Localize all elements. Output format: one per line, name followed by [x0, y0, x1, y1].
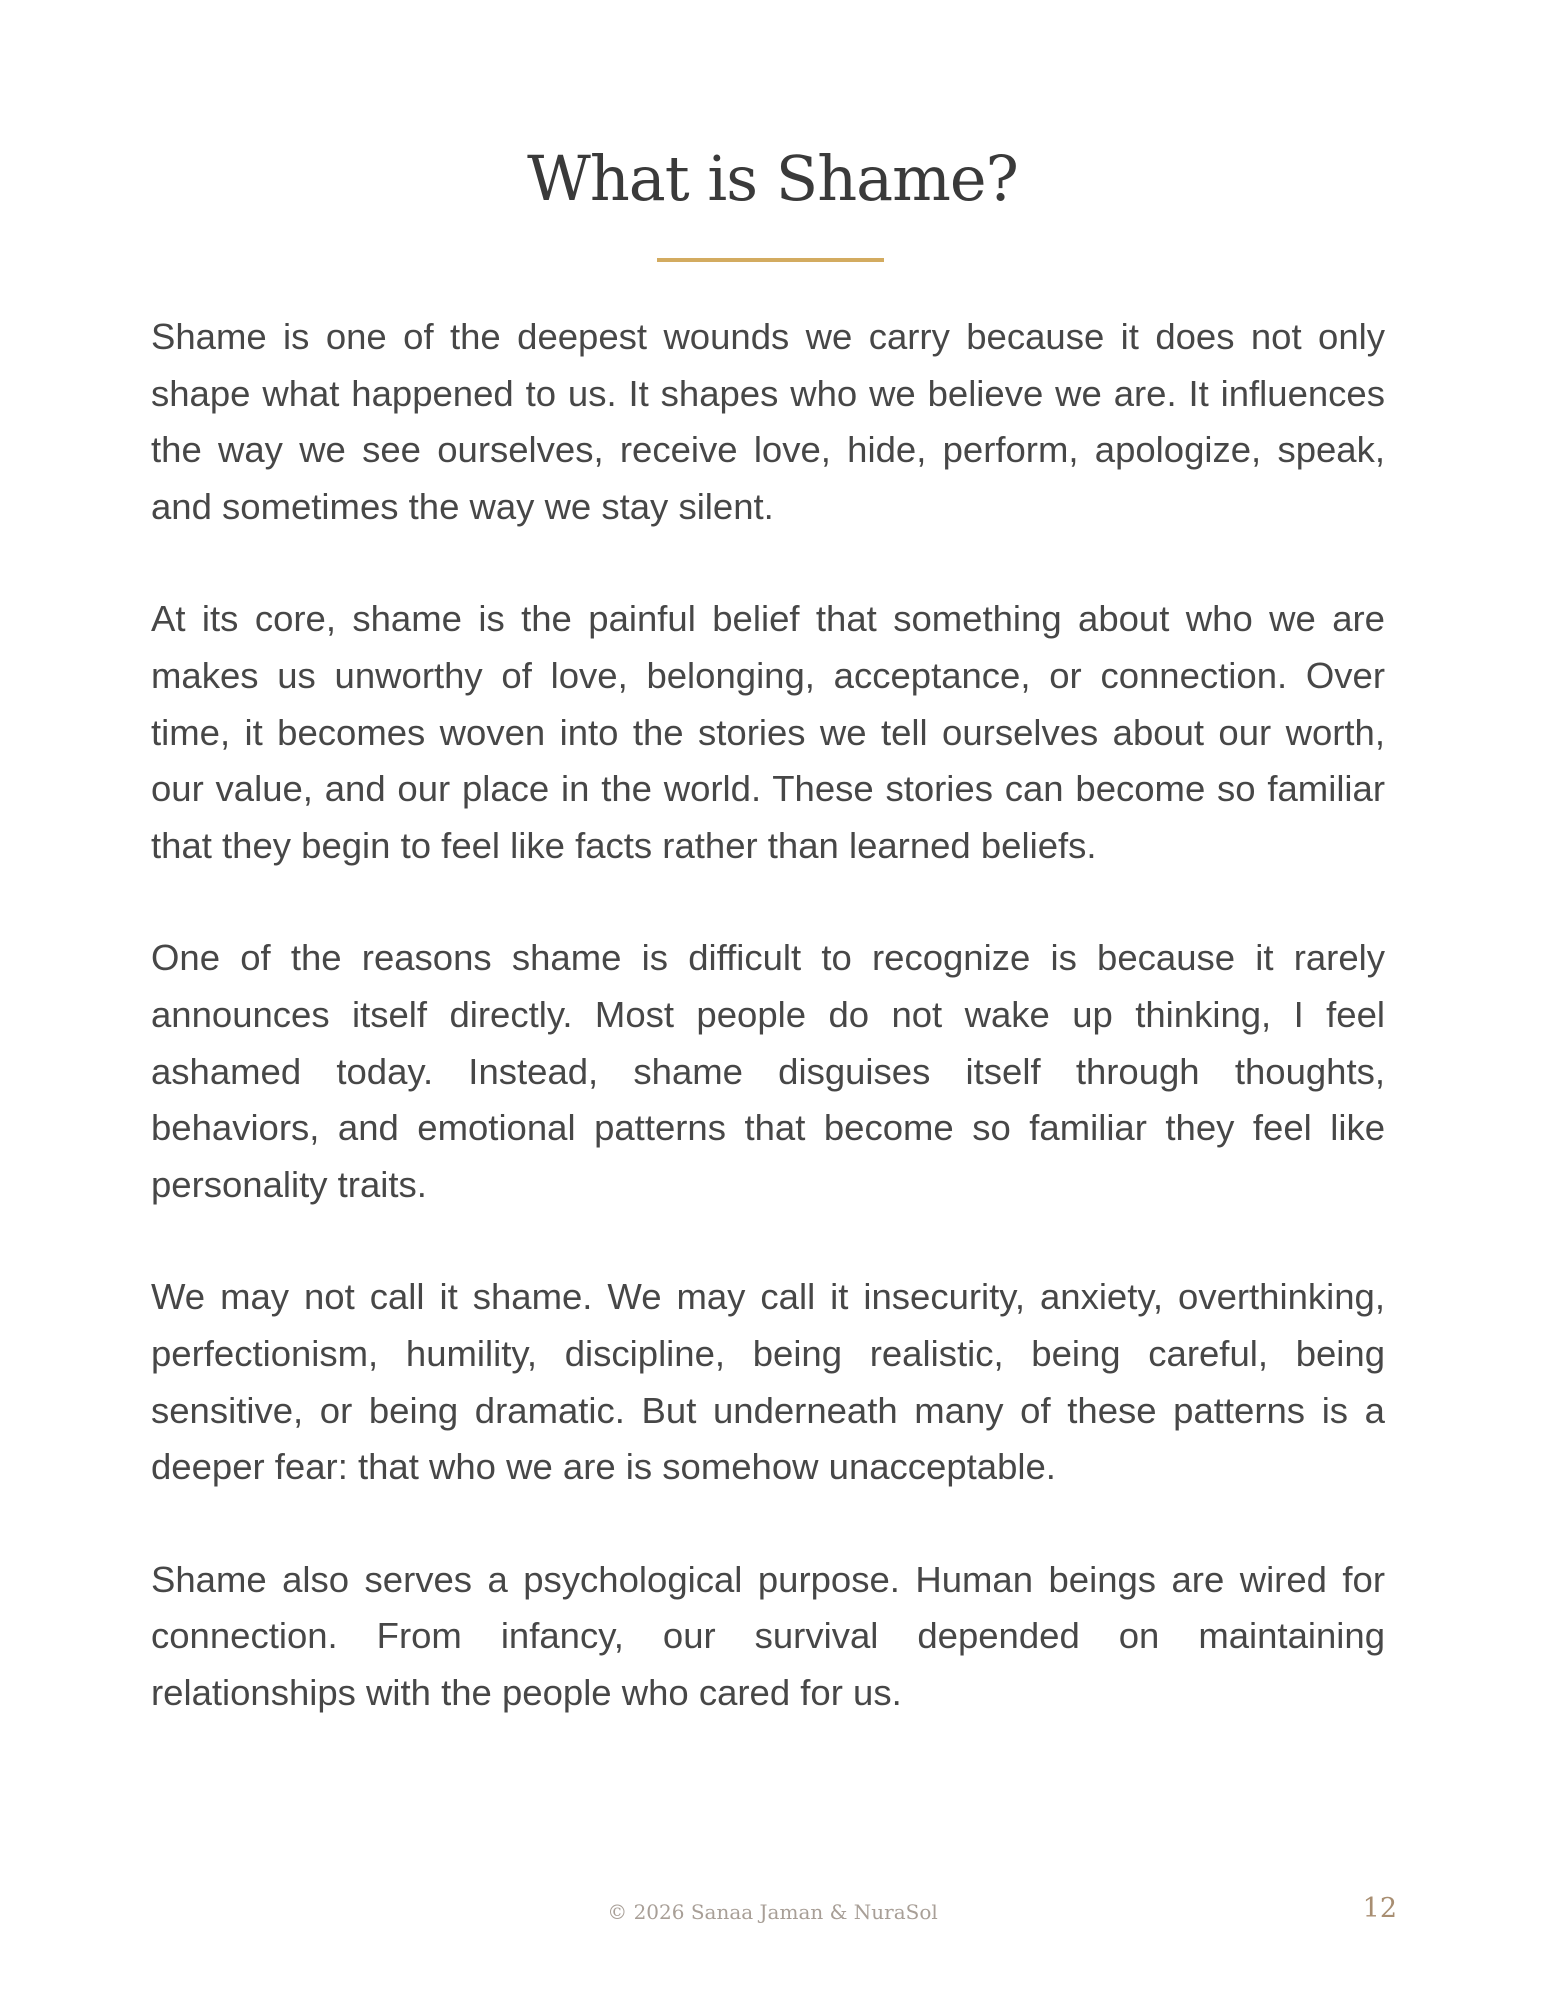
page-title: What is Shame? [527, 142, 1018, 215]
title-divider [657, 258, 884, 262]
copyright-footer: © 2026 Sanaa Jaman & NuraSol [607, 1900, 938, 1924]
paragraph-1: Shame is one of the deepest wounds we carry because it does not only shape what happened to us. It shapes who we believe we are. It influences the way we see ourselves, receive love, hide, perform, apologize, speak, and sometimes the way we stay silent. [151, 316, 1385, 527]
paragraph-4: We may not call it shame. We may call it insecurity, anxiety, overthinking, perfectionism, humility, discipline, being realistic, being careful, being sensitive, or being dramatic. But underneath many of these patterns is a deeper fear: that who we are is somehow unacceptable. [151, 1276, 1385, 1488]
page-number: 12 [1362, 1893, 1397, 1924]
paragraph-5: Shame also serves a psychological purpose. Human beings are wired for connection. From infancy, our survival depended on maintaining relationships with the people who cared for us. [151, 1558, 1385, 1713]
paragraph-2: At its core, shame is the painful belief that something about who we are makes us unworthy of love, belonging, acceptance, or connection. Over time, it becomes woven into the stories we tell ourselves about our worth, our value, and our place in the world. These stories can become so familiar that they begin to feel like facts rather than learned beliefs. [151, 598, 1385, 866]
body-text [151, 309, 1385, 1777]
paragraph-3: One of the reasons shame is difficult to recognize is because it rarely announces itself directly. Most people do not wake up thinking, I feel ashamed today. Instead, shame disguises itself through thoughts, behaviors, and emotional patterns that become so familiar they feel like personality traits. [151, 937, 1385, 1205]
